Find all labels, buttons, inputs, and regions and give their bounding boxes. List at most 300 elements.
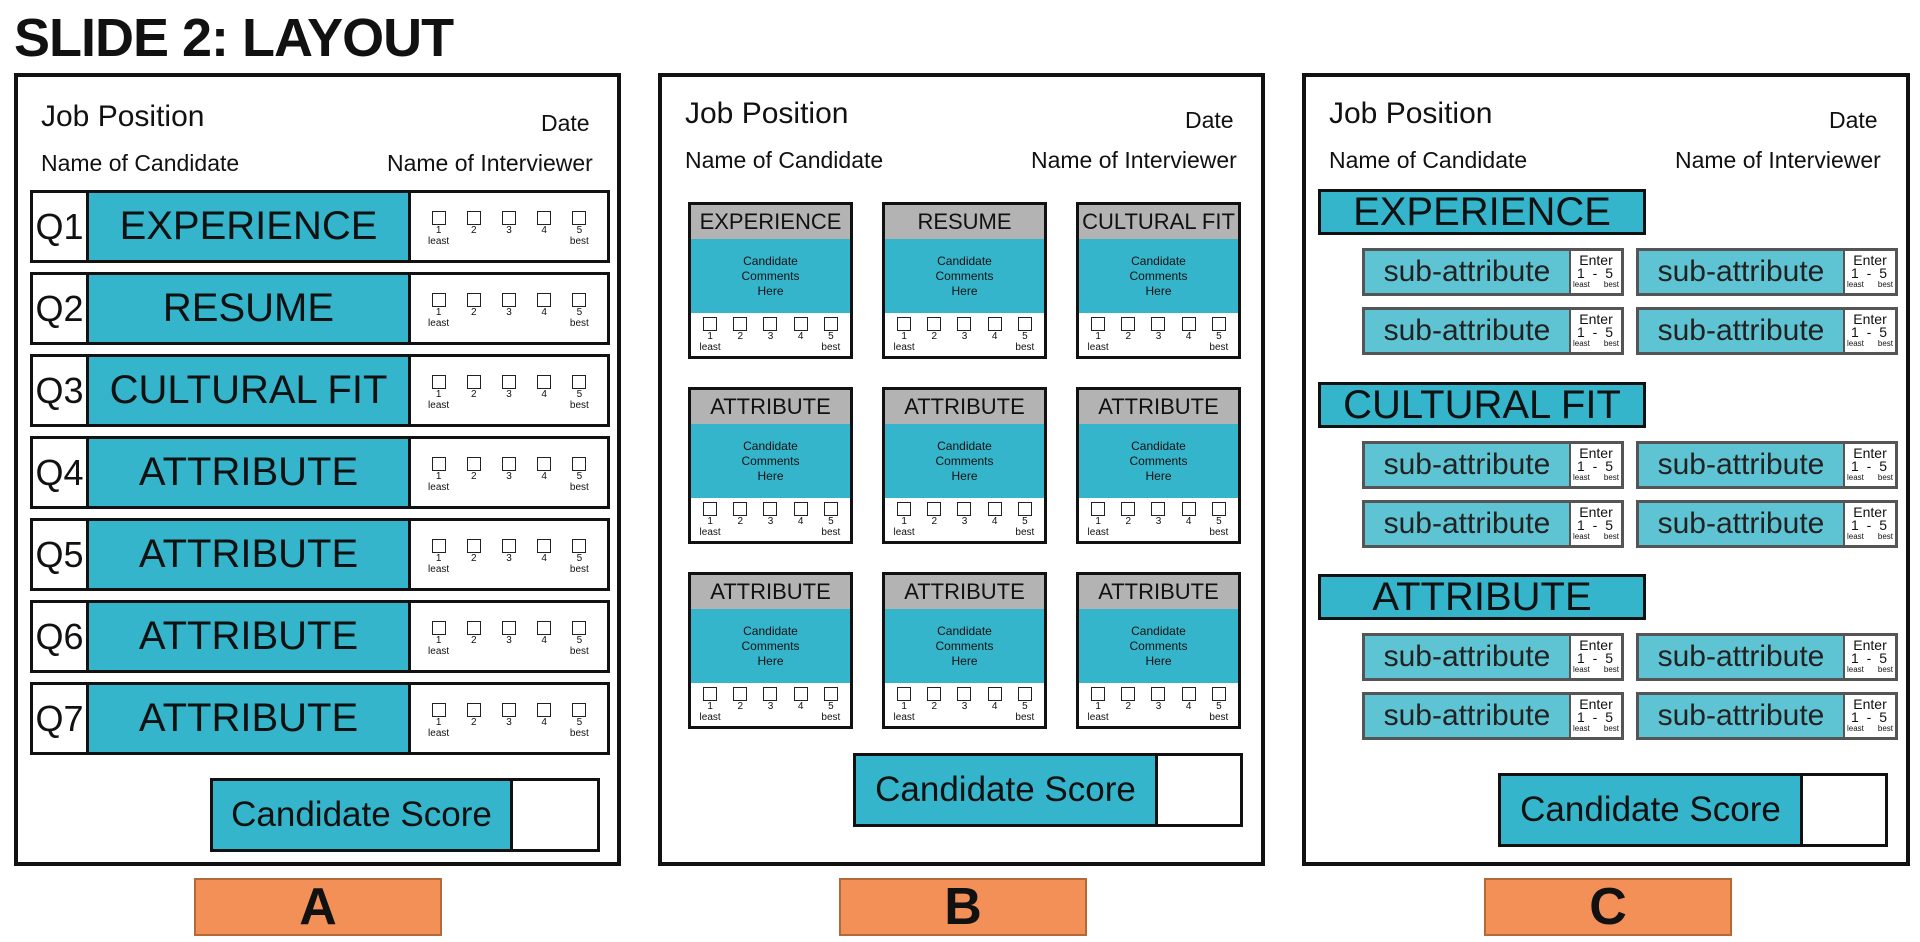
rating-option[interactable]	[568, 621, 590, 670]
least-label: least	[1847, 724, 1864, 733]
rating-scale	[411, 357, 607, 424]
rating-option[interactable]	[498, 211, 520, 260]
rating-checkbox[interactable]	[957, 502, 971, 516]
layout-c-panel	[1302, 73, 1910, 866]
rating-checkbox[interactable]	[537, 211, 551, 225]
rating-checkbox[interactable]	[502, 211, 516, 225]
rating-checkbox[interactable]	[572, 293, 586, 307]
rating-option[interactable]	[790, 687, 812, 723]
rating-option[interactable]	[463, 621, 485, 670]
card-title: RESUME	[885, 205, 1044, 239]
card-title: CULTURAL FIT	[1079, 205, 1238, 239]
sub-attribute-label: sub-attribute	[1639, 503, 1843, 545]
rating-tag: least	[428, 318, 450, 329]
rating-checkbox[interactable]	[432, 539, 446, 553]
rating-checkbox[interactable]	[1091, 317, 1105, 331]
rating-number: 1	[435, 471, 442, 482]
rating-checkbox[interactable]	[957, 317, 971, 331]
rating-checkbox[interactable]	[794, 502, 808, 516]
rating-checkbox[interactable]	[537, 621, 551, 635]
rating-number: 2	[931, 331, 938, 342]
rating-checkbox[interactable]	[432, 375, 446, 389]
rating-option[interactable]	[953, 687, 975, 723]
attribute-card	[688, 572, 853, 729]
range-label: 1 - 5	[1576, 709, 1615, 725]
attribute-card	[688, 387, 853, 544]
rating-tag: least	[428, 564, 450, 575]
rating-checkbox[interactable]	[733, 502, 747, 516]
rating-checkbox[interactable]	[432, 211, 446, 225]
rating-checkbox[interactable]	[537, 457, 551, 471]
score-entry-box[interactable]	[1843, 503, 1895, 545]
rating-option[interactable]	[790, 317, 812, 353]
rating-option[interactable]	[568, 457, 590, 506]
rating-checkbox[interactable]	[988, 687, 1002, 701]
rating-tag: least	[428, 482, 450, 493]
rating-number: 2	[471, 307, 477, 318]
rating-checkbox[interactable]	[794, 687, 808, 701]
rating-option[interactable]	[984, 687, 1006, 723]
rating-tag: least	[893, 712, 915, 723]
card-comments[interactable]	[1079, 609, 1238, 683]
rating-checkbox[interactable]	[537, 539, 551, 553]
rating-option[interactable]	[1178, 687, 1200, 723]
rating-checkbox[interactable]	[572, 703, 586, 717]
rating-number: 2	[471, 717, 477, 728]
rating-number: 4	[797, 701, 804, 712]
card-comments[interactable]	[885, 239, 1044, 313]
rating-number: 5	[1022, 331, 1028, 342]
rating-checkbox[interactable]	[502, 375, 516, 389]
rating-checkbox[interactable]	[1018, 687, 1032, 701]
rating-option[interactable]	[428, 539, 450, 588]
rating-number: 3	[767, 331, 774, 342]
rating-checkbox[interactable]	[1212, 687, 1226, 701]
question-title: RESUME	[89, 275, 411, 342]
rating-checkbox[interactable]	[988, 502, 1002, 516]
rating-option[interactable]	[498, 457, 520, 506]
rating-number: 5	[1216, 331, 1222, 342]
rating-number: 3	[1155, 331, 1162, 342]
rating-option[interactable]	[820, 317, 842, 353]
rating-checkbox[interactable]	[897, 687, 911, 701]
sub-attribute-row	[1362, 248, 1624, 296]
rating-checkbox[interactable]	[1121, 317, 1135, 331]
rating-option[interactable]	[1087, 687, 1109, 723]
interviewer-name-label: Name of Interviewer	[1675, 147, 1881, 173]
candidate-score	[210, 778, 600, 852]
rating-option[interactable]	[428, 293, 450, 342]
score-entry-box[interactable]	[1569, 695, 1621, 737]
sub-attribute-label: sub-attribute	[1365, 636, 1569, 678]
candidate-score-input[interactable]	[1803, 776, 1885, 844]
rating-option[interactable]	[1178, 502, 1200, 538]
rating-number: 3	[506, 389, 512, 400]
rating-checkbox[interactable]	[1018, 317, 1032, 331]
rating-option[interactable]	[533, 621, 555, 670]
comment-text: Comments	[935, 454, 994, 468]
rating-option[interactable]	[428, 457, 450, 506]
rating-option[interactable]	[1117, 502, 1139, 538]
rating-option[interactable]	[533, 375, 555, 424]
card-comments[interactable]	[691, 609, 850, 683]
score-entry-box[interactable]	[1843, 310, 1895, 352]
rating-number: 1	[901, 701, 907, 712]
enter-label: Enter	[1579, 696, 1613, 712]
score-entry-box[interactable]	[1843, 636, 1895, 678]
rating-option[interactable]	[729, 317, 751, 353]
rating-option[interactable]	[428, 621, 450, 670]
rating-option[interactable]	[1087, 502, 1109, 538]
score-entry-box[interactable]	[1843, 444, 1895, 486]
question-row	[30, 518, 610, 591]
rating-checkbox[interactable]	[927, 317, 941, 331]
rating-option[interactable]	[533, 703, 555, 752]
question-title: CULTURAL FIT	[89, 357, 411, 424]
rating-checkbox[interactable]	[432, 621, 446, 635]
card-comments[interactable]	[691, 424, 850, 498]
rating-checkbox[interactable]	[467, 375, 481, 389]
least-label: least	[1847, 665, 1864, 674]
candidate-score-input[interactable]	[513, 781, 597, 849]
rating-number: 5	[576, 717, 583, 728]
rating-option[interactable]	[1147, 687, 1169, 723]
rating-option[interactable]	[1178, 317, 1200, 353]
card-comments[interactable]	[885, 424, 1044, 498]
rating-checkbox[interactable]	[432, 703, 446, 717]
enter-label: Enter	[1579, 311, 1613, 327]
rating-checkbox[interactable]	[1121, 502, 1135, 516]
rating-checkbox[interactable]	[537, 375, 551, 389]
rating-option[interactable]	[463, 211, 485, 260]
job-position-label: Job Position	[685, 97, 849, 130]
rating-checkbox[interactable]	[432, 457, 446, 471]
card-comments[interactable]	[691, 239, 850, 313]
best-label: best	[1603, 473, 1619, 482]
interviewer-name-label: Name of Interviewer	[1031, 147, 1237, 173]
rating-checkbox[interactable]	[763, 687, 777, 701]
rating-checkbox[interactable]	[927, 687, 941, 701]
sub-attribute-row	[1362, 500, 1624, 548]
range-label: 1 - 5	[1850, 709, 1889, 725]
rating-scale	[885, 683, 1044, 723]
rating-scale	[885, 498, 1044, 538]
rating-number: 4	[541, 225, 547, 236]
enter-label: Enter	[1853, 637, 1887, 653]
candidate-name-label: Name of Candidate	[685, 147, 884, 173]
rating-checkbox[interactable]	[1018, 502, 1032, 516]
rating-checkbox[interactable]	[1151, 687, 1165, 701]
rating-checkbox[interactable]	[897, 317, 911, 331]
rating-checkbox[interactable]	[1182, 502, 1196, 516]
rating-option[interactable]	[729, 502, 751, 538]
rating-checkbox[interactable]	[467, 621, 481, 635]
rating-tag: least	[1087, 712, 1109, 723]
rating-option[interactable]	[533, 293, 555, 342]
rating-checkbox[interactable]	[1091, 502, 1105, 516]
attribute-card	[882, 202, 1047, 359]
rating-checkbox[interactable]	[1121, 687, 1135, 701]
rating-number: 5	[828, 516, 834, 527]
score-entry-box[interactable]	[1569, 310, 1621, 352]
score-entry-box[interactable]	[1569, 636, 1621, 678]
range-label: 1 - 5	[1576, 324, 1615, 340]
rating-option[interactable]	[1147, 317, 1169, 353]
rating-checkbox[interactable]	[1182, 317, 1196, 331]
rating-option[interactable]	[953, 317, 975, 353]
rating-tag: best	[1015, 712, 1035, 723]
rating-tag: best	[569, 400, 589, 411]
best-label: best	[1603, 339, 1619, 348]
rating-number: 1	[435, 389, 442, 400]
rating-checkbox[interactable]	[824, 502, 838, 516]
rating-option[interactable]	[1208, 502, 1230, 538]
comment-text: Here	[757, 469, 784, 483]
rating-option[interactable]	[893, 317, 915, 353]
rating-option[interactable]	[923, 502, 945, 538]
rating-checkbox[interactable]	[467, 293, 481, 307]
rating-checkbox[interactable]	[537, 703, 551, 717]
rating-option[interactable]	[428, 375, 450, 424]
rating-option[interactable]	[498, 293, 520, 342]
rating-option[interactable]	[533, 457, 555, 506]
rating-option[interactable]	[699, 317, 721, 353]
score-entry-box[interactable]	[1569, 251, 1621, 293]
rating-option[interactable]	[1014, 687, 1036, 723]
rating-checkbox[interactable]	[1091, 687, 1105, 701]
rating-option[interactable]	[1208, 687, 1230, 723]
rating-option[interactable]	[533, 539, 555, 588]
rating-number: 3	[961, 516, 968, 527]
rating-checkbox[interactable]	[537, 293, 551, 307]
rating-number: 5	[828, 331, 834, 342]
sub-attribute-label: sub-attribute	[1639, 310, 1843, 352]
rating-option[interactable]	[1208, 317, 1230, 353]
rating-scale	[411, 603, 607, 670]
rating-option[interactable]	[498, 539, 520, 588]
rating-option[interactable]	[1014, 317, 1036, 353]
candidate-score-input[interactable]	[1158, 756, 1240, 824]
rating-option[interactable]	[699, 502, 721, 538]
comment-text: Candidate	[743, 254, 798, 268]
rating-option[interactable]	[1117, 317, 1139, 353]
rating-option[interactable]	[568, 703, 590, 752]
rating-tag: best	[1209, 712, 1229, 723]
sub-attribute-label: sub-attribute	[1365, 695, 1569, 737]
rating-option[interactable]	[498, 375, 520, 424]
rating-checkbox[interactable]	[1151, 317, 1165, 331]
rating-checkbox[interactable]	[502, 539, 516, 553]
card-title: ATTRIBUTE	[885, 575, 1044, 609]
rating-checkbox[interactable]	[1151, 502, 1165, 516]
sub-attribute-row	[1636, 441, 1898, 489]
rating-checkbox[interactable]	[572, 457, 586, 471]
rating-scale	[411, 439, 607, 506]
rating-checkbox[interactable]	[763, 502, 777, 516]
rating-tag: best	[821, 527, 841, 538]
sub-attribute-label: sub-attribute	[1365, 310, 1569, 352]
rating-option[interactable]	[923, 317, 945, 353]
rating-number: 3	[1155, 516, 1162, 527]
comment-text: Candidate	[937, 439, 992, 453]
score-entry-box[interactable]	[1569, 503, 1621, 545]
rating-checkbox[interactable]	[467, 539, 481, 553]
rating-tag: best	[569, 482, 589, 493]
rating-option[interactable]	[984, 502, 1006, 538]
rating-option[interactable]	[893, 502, 915, 538]
rating-option[interactable]	[820, 687, 842, 723]
rating-option[interactable]	[463, 457, 485, 506]
rating-option[interactable]	[533, 211, 555, 260]
candidate-score-label: Candidate Score	[213, 781, 513, 849]
rating-checkbox[interactable]	[733, 317, 747, 331]
rating-number: 4	[541, 717, 547, 728]
enter-label: Enter	[1853, 311, 1887, 327]
rating-number: 4	[991, 331, 998, 342]
rating-scale	[691, 683, 850, 723]
candidate-score-label: Candidate Score	[856, 756, 1158, 824]
rating-checkbox[interactable]	[703, 317, 717, 331]
rating-checkbox[interactable]	[1212, 502, 1226, 516]
rating-option[interactable]	[790, 502, 812, 538]
rating-option[interactable]	[893, 687, 915, 723]
rating-option[interactable]	[759, 317, 781, 353]
rating-checkbox[interactable]	[1212, 317, 1226, 331]
rating-checkbox[interactable]	[502, 457, 516, 471]
rating-number: 1	[435, 635, 442, 646]
card-comments[interactable]	[1079, 239, 1238, 313]
least-label: least	[1573, 280, 1590, 289]
comment-text: Candidate	[1131, 254, 1186, 268]
rating-checkbox[interactable]	[467, 211, 481, 225]
rating-option[interactable]	[1117, 687, 1139, 723]
rating-option[interactable]	[428, 703, 450, 752]
score-entry-box[interactable]	[1569, 444, 1621, 486]
score-entry-box[interactable]	[1843, 695, 1895, 737]
rating-number: 3	[506, 307, 512, 318]
rating-checkbox[interactable]	[467, 703, 481, 717]
rating-option[interactable]	[568, 211, 590, 260]
rating-checkbox[interactable]	[703, 687, 717, 701]
rating-checkbox[interactable]	[572, 539, 586, 553]
rating-number: 3	[1155, 701, 1162, 712]
card-title: ATTRIBUTE	[691, 390, 850, 424]
rating-option[interactable]	[498, 621, 520, 670]
rating-checkbox[interactable]	[467, 457, 481, 471]
rating-checkbox[interactable]	[733, 687, 747, 701]
rating-option[interactable]	[463, 703, 485, 752]
rating-number: 5	[576, 471, 583, 482]
card-comments[interactable]	[885, 609, 1044, 683]
rating-option[interactable]	[463, 539, 485, 588]
rating-option[interactable]	[1087, 317, 1109, 353]
rating-checkbox[interactable]	[572, 211, 586, 225]
rating-checkbox[interactable]	[927, 502, 941, 516]
rating-number: 2	[1125, 516, 1132, 527]
rating-tag: least	[699, 712, 721, 723]
attribute-card	[688, 202, 853, 359]
rating-checkbox[interactable]	[502, 703, 516, 717]
card-title: ATTRIBUTE	[691, 575, 850, 609]
rating-checkbox[interactable]	[572, 621, 586, 635]
rating-option[interactable]	[463, 293, 485, 342]
range-label: 1 - 5	[1576, 265, 1615, 281]
question-row	[30, 682, 610, 755]
rating-tag: least	[893, 342, 915, 353]
rating-checkbox[interactable]	[703, 502, 717, 516]
rating-option[interactable]	[1147, 502, 1169, 538]
comment-text: Comments	[741, 639, 800, 653]
rating-option[interactable]	[953, 502, 975, 538]
best-label: best	[1603, 665, 1619, 674]
rating-checkbox[interactable]	[897, 502, 911, 516]
rating-checkbox[interactable]	[794, 317, 808, 331]
question-number: Q2	[33, 275, 89, 342]
rating-option[interactable]	[820, 502, 842, 538]
rating-option[interactable]	[984, 317, 1006, 353]
enter-label: Enter	[1853, 445, 1887, 461]
rating-number: 3	[767, 516, 774, 527]
card-title: ATTRIBUTE	[1079, 575, 1238, 609]
rating-number: 5	[576, 389, 583, 400]
rating-checkbox[interactable]	[1182, 687, 1196, 701]
rating-option[interactable]	[729, 687, 751, 723]
rating-number: 4	[541, 553, 547, 564]
rating-option[interactable]	[463, 375, 485, 424]
rating-option[interactable]	[1014, 502, 1036, 538]
rating-checkbox[interactable]	[502, 621, 516, 635]
rating-number: 4	[541, 307, 547, 318]
rating-option[interactable]	[568, 539, 590, 588]
rating-tag: best	[569, 728, 589, 739]
rating-number: 3	[767, 701, 774, 712]
rating-number: 1	[1095, 516, 1101, 527]
comment-text: Comments	[935, 269, 994, 283]
rating-checkbox[interactable]	[763, 317, 777, 331]
rating-number: 3	[961, 701, 968, 712]
rating-checkbox[interactable]	[432, 293, 446, 307]
rating-option[interactable]	[923, 687, 945, 723]
date-label: Date	[1829, 107, 1878, 133]
rating-number: 2	[737, 331, 744, 342]
rating-checkbox[interactable]	[824, 687, 838, 701]
rating-scale	[411, 685, 607, 752]
card-comments[interactable]	[1079, 424, 1238, 498]
rating-number: 3	[506, 553, 512, 564]
rating-option[interactable]	[568, 293, 590, 342]
rating-checkbox[interactable]	[988, 317, 1002, 331]
candidate-name-label: Name of Candidate	[1329, 147, 1528, 173]
rating-checkbox[interactable]	[572, 375, 586, 389]
rating-option[interactable]	[568, 375, 590, 424]
rating-number: 3	[506, 471, 512, 482]
rating-option[interactable]	[428, 211, 450, 260]
rating-tag: best	[1209, 342, 1229, 353]
rating-option[interactable]	[699, 687, 721, 723]
rating-option[interactable]	[498, 703, 520, 752]
rating-checkbox[interactable]	[824, 317, 838, 331]
rating-option[interactable]	[759, 687, 781, 723]
attribute-card	[882, 387, 1047, 544]
rating-number: 5	[1022, 516, 1028, 527]
score-entry-box[interactable]	[1843, 251, 1895, 293]
rating-checkbox[interactable]	[957, 687, 971, 701]
best-label: best	[1877, 724, 1893, 733]
rating-checkbox[interactable]	[502, 293, 516, 307]
rating-scale	[1079, 313, 1238, 353]
rating-option[interactable]	[759, 502, 781, 538]
date-label: Date	[541, 110, 590, 136]
